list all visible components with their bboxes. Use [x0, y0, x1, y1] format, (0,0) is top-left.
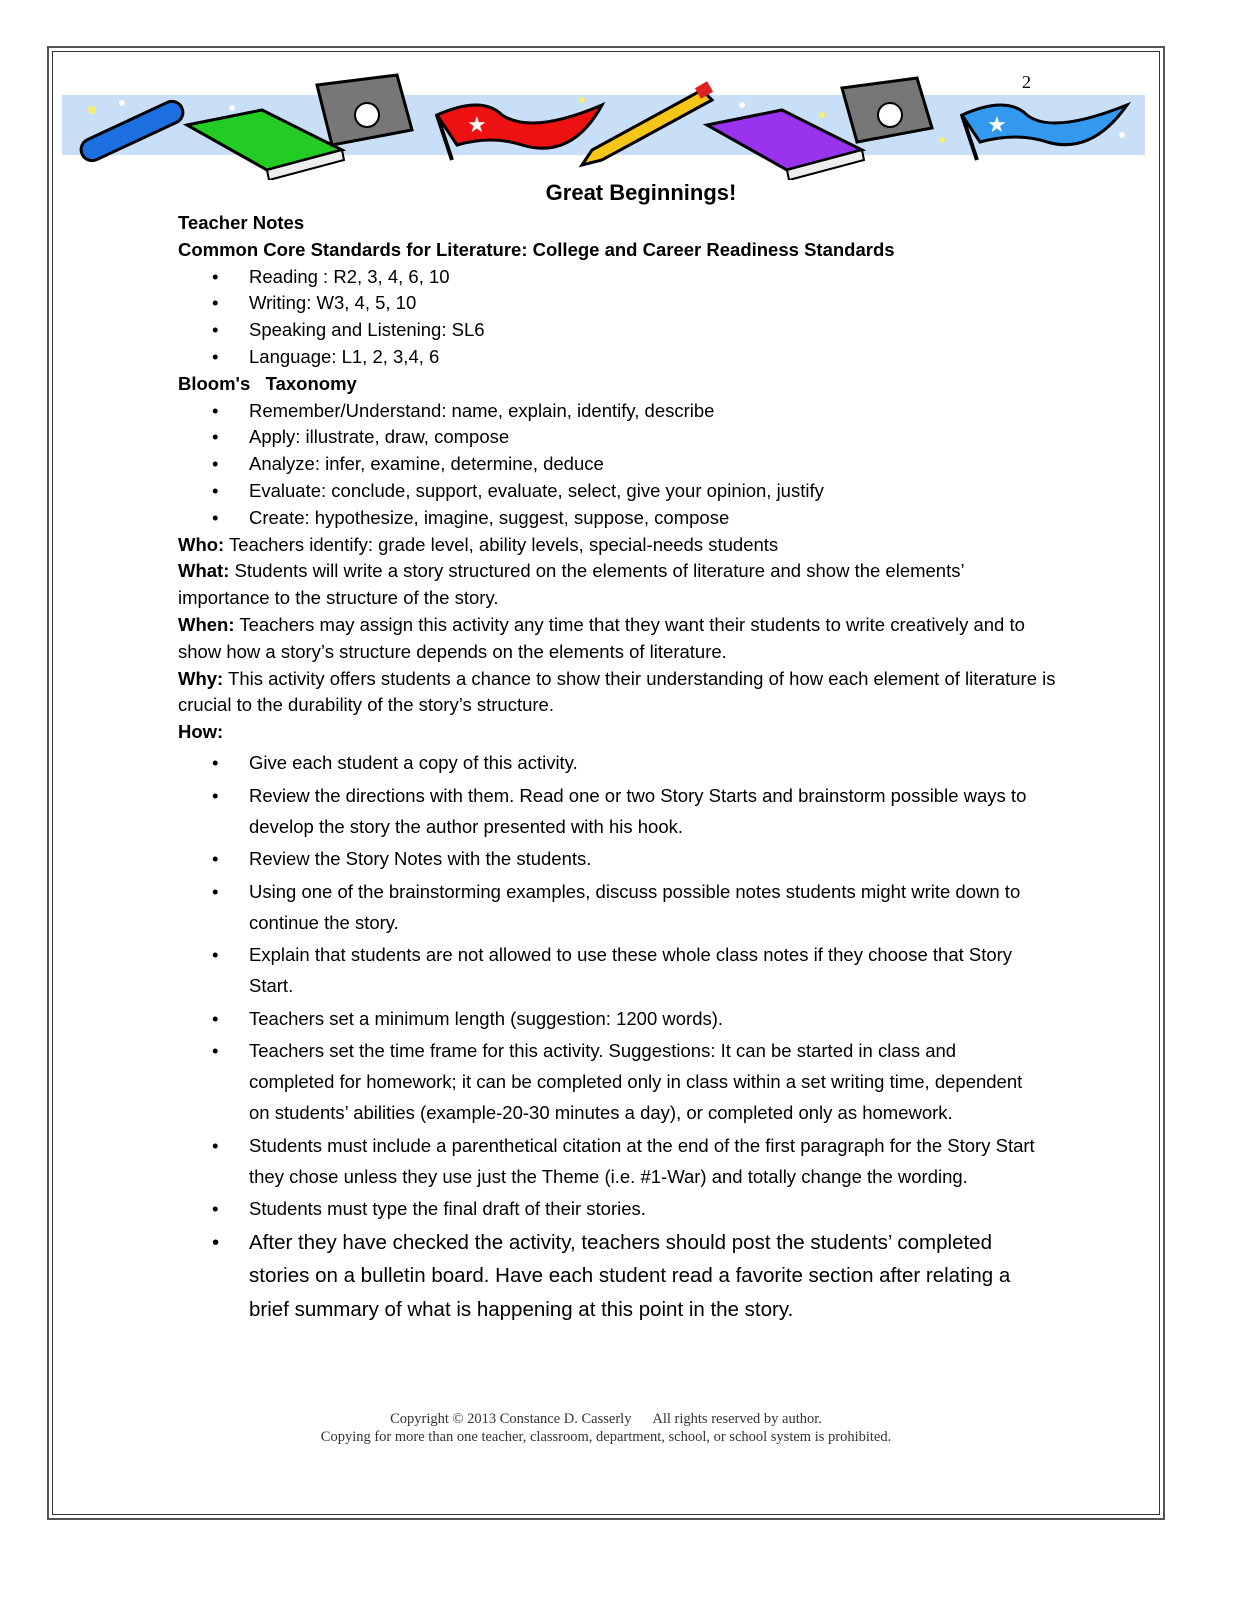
who-label: Who:	[178, 533, 225, 555]
who-paragraph	[178, 532, 1058, 559]
teacher-notes-heading: Teacher Notes	[178, 212, 305, 233]
standards-heading: Common Core Standards for Literature: College and Career Readiness Standards	[178, 238, 895, 260]
copying-notice: Copying for more than one teacher, classroom, department, school, or school system is prohibited.	[320, 1429, 892, 1445]
list-item: • Students must type the final draft of their stories.	[178, 1193, 1038, 1224]
page-title: Great Beginnings!	[545, 180, 737, 205]
list-item: • Speaking and Listening: SL6	[178, 317, 1058, 344]
list-item: • Students must include a parenthetical citation at the end of the first paragraph for the Story Start they chose unless they use just the Theme (i.e. #1-War) and totally change the wording.	[178, 1130, 1038, 1192]
how-heading: How:	[178, 721, 224, 743]
page-number: 2	[1022, 72, 1031, 92]
what-paragraph	[178, 558, 1058, 612]
why-text: This activity offers students a chance to show their understanding of how each element of literature is crucial to the durability of the story’s structure.	[178, 667, 1056, 716]
teacher-notes-content	[178, 210, 1058, 1326]
standards-list	[178, 264, 1058, 371]
how-list	[178, 747, 1038, 1326]
when-label: When:	[178, 613, 235, 635]
list-item: • Evaluate: conclude, support, evaluate, select, give your opinion, justify	[178, 478, 1058, 505]
when-text: Teachers may assign this activity any time that they want their students to write creatively and to show how a story’s structure depends on the elements of literature.	[178, 613, 1025, 662]
list-item: • Teachers set the time frame for this activity. Suggestions: It can be started in class and completed for homework; it can be completed only in class within a set writing time, dependent on students’ abilities (example-20-30 minutes a day), or completed only as homework.	[178, 1035, 1038, 1128]
svg-text:★: ★	[987, 112, 1007, 137]
list-item: • Create: hypothesize, imagine, suggest, suppose, compose	[178, 505, 1058, 532]
list-item: • Give each student a copy of this activity.	[178, 747, 1038, 778]
list-item: • Using one of the brainstorming examples, discuss possible notes students might write down to continue the story.	[178, 876, 1038, 938]
blooms-list	[178, 398, 1058, 532]
list-item: • Teachers set a minimum length (suggestion: 1200 words).	[178, 1003, 1038, 1034]
list-item: • After they have checked the activity, teachers should post the students’ completed stories on a bulletin board. Have each student read a favorite section after relating a brief summary of what is happening at this point in the story.	[178, 1226, 1038, 1327]
list-item: • Explain that students are not allowed to use these whole class notes if they choose that Story Start.	[178, 939, 1038, 1001]
list-item: • Language: L1, 2, 3,4, 6	[178, 344, 1058, 371]
copyright-footer	[0, 1410, 1212, 1446]
when-paragraph	[178, 612, 1058, 666]
list-item: • Apply: illustrate, draw, compose	[178, 424, 1058, 451]
who-text: Teachers identify: grade level, ability levels, special-needs students	[224, 533, 779, 555]
what-label: What:	[178, 560, 230, 582]
list-item: • Review the Story Notes with the students.	[178, 843, 1038, 874]
school-supplies-banner	[62, 70, 1145, 180]
what-text: Students will write a story structured on the elements of literature and show the elements’ importance to the structure of the story.	[178, 560, 964, 609]
list-item: • Review the directions with them. Read one or two Story Starts and brainstorm possible ways to develop the story the author presented with his hook.	[178, 780, 1038, 842]
svg-text:★: ★	[467, 112, 487, 137]
list-item: • Writing: W3, 4, 5, 10	[178, 290, 1058, 317]
list-item: • Reading : R2, 3, 4, 6, 10	[178, 264, 1058, 291]
list-item: • Analyze: infer, examine, determine, deduce	[178, 451, 1058, 478]
list-item: • Remember/Understand: name, explain, identify, describe	[178, 398, 1058, 425]
why-paragraph	[178, 666, 1058, 720]
why-label: Why:	[178, 667, 224, 689]
blooms-heading: Bloom's Taxonomy	[178, 372, 357, 394]
copyright-line: Copyright © 2013 Constance D. Casserly All rights reserved by author.	[390, 1411, 822, 1427]
